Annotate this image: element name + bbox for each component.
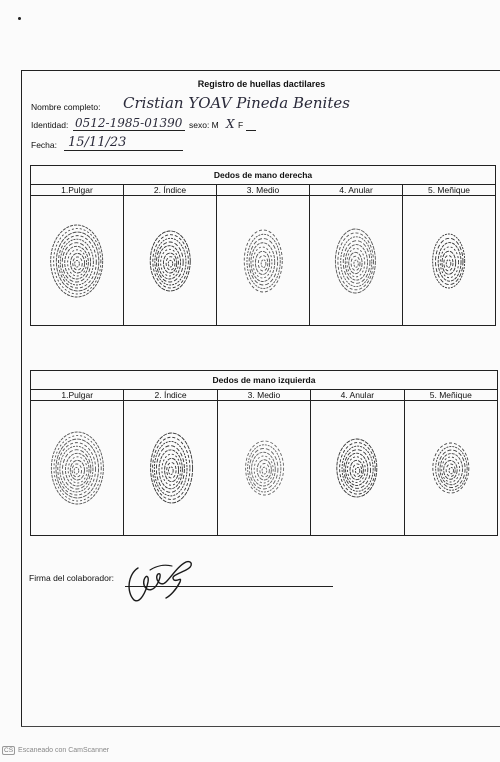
right-pinky-cell (403, 196, 496, 326)
left-col-pinky: 5. Meñique (404, 390, 497, 401)
date-value: 15/11/23 (68, 135, 127, 150)
name-field (31, 94, 361, 112)
right-hand-title: Dedos de mano derecha (31, 166, 496, 185)
fingerprint-icon (47, 221, 107, 301)
left-thumb-cell (31, 401, 124, 536)
handwritten-signature (120, 552, 200, 604)
fingerprint-icon (421, 428, 481, 508)
date-label: Fecha: (31, 140, 57, 150)
camscanner-text: Escaneado con CamScanner (18, 747, 110, 754)
scan-speck (18, 17, 21, 20)
right-col-index: 2. Índice (124, 185, 217, 196)
left-hand-table (30, 370, 498, 536)
date-underline (64, 150, 183, 151)
right-col-ring: 4. Anular (310, 185, 403, 196)
id-value: 0512-1985-01390 (75, 116, 183, 130)
sheet-bottom-edge (21, 726, 500, 727)
scanner-watermark (2, 746, 109, 755)
sex-f-underline (246, 130, 256, 131)
left-col-thumb: 1.Pulgar (31, 390, 124, 401)
right-col-middle: 3. Medio (217, 185, 310, 196)
name-value: Cristian YOAV Pineda Benites (123, 94, 350, 112)
fingerprint-icon (326, 221, 386, 301)
fingerprint-icon (140, 221, 200, 301)
left-col-middle: 3. Medio (217, 390, 310, 401)
right-col-thumb: 1.Pulgar (31, 185, 124, 196)
fingerprint-icon (234, 428, 294, 508)
fingerprint-icon (233, 221, 293, 301)
form-title: Registro de huellas dactilares (197, 79, 326, 89)
fingerprint-icon (327, 428, 387, 508)
left-col-index: 2. Índice (124, 390, 217, 401)
id-underline (73, 130, 185, 131)
name-label: Nombre completo: (31, 102, 101, 112)
camscanner-badge: CS (4, 747, 14, 754)
left-col-ring: 4. Anular (311, 390, 404, 401)
id-label: Identidad: (31, 120, 69, 130)
right-index-cell (124, 196, 217, 326)
left-hand-title: Dedos de mano izquierda (31, 371, 498, 390)
sex-mark: X (226, 117, 235, 131)
fingerprint-icon (141, 428, 201, 508)
date-field (31, 136, 201, 150)
sex-f-label: F (238, 120, 244, 130)
left-pinky-cell (404, 401, 497, 536)
left-index-cell (124, 401, 217, 536)
right-middle-cell (217, 196, 310, 326)
left-middle-cell (217, 401, 310, 536)
id-field (31, 117, 271, 130)
sex-label: sexo: M (189, 120, 219, 130)
right-ring-cell (310, 196, 403, 326)
right-col-pinky: 5. Meñique (403, 185, 496, 196)
fingerprint-icon (47, 428, 107, 508)
right-thumb-cell (31, 196, 124, 326)
left-ring-cell (311, 401, 404, 536)
right-hand-table (30, 165, 496, 326)
signature-label: Firma del colaborador: (29, 573, 115, 583)
fingerprint-icon (419, 221, 479, 301)
